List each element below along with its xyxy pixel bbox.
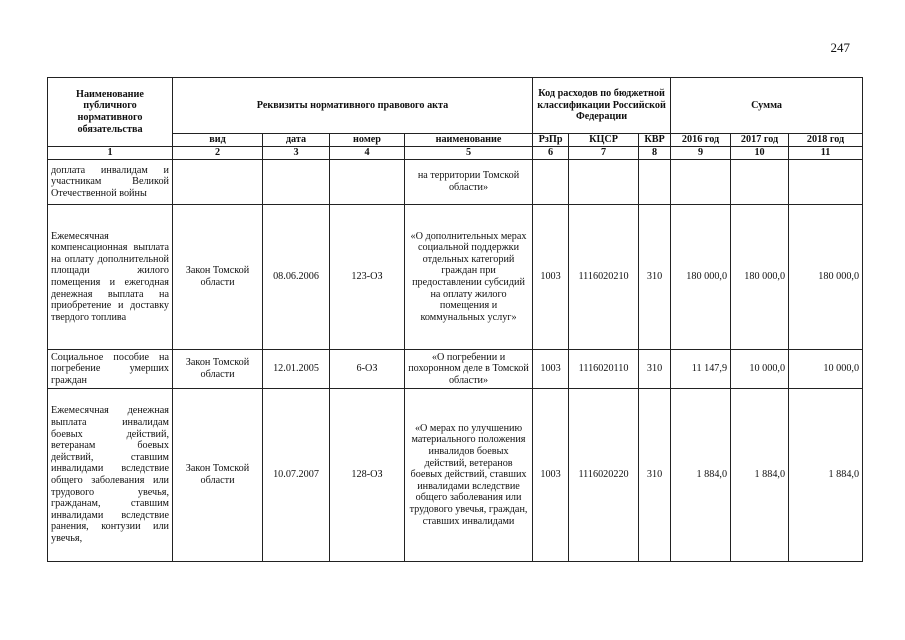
act-type-cell: Закон Томской области	[173, 350, 263, 389]
header-obligation-name: Наименование публичного нормативного обязательства	[48, 78, 173, 147]
act-title-cell: «О дополнительных мерах социальной поддержки отдельных категорий граждан при предоставлении субсидий на оплату жилого помещения и коммунальных услуг»	[405, 205, 533, 350]
sum-2018-cell: 10 000,0	[789, 350, 863, 389]
rzpr-cell: 1003	[533, 389, 569, 562]
sum-2016-cell: 1 884,0	[671, 389, 731, 562]
kvr-cell: 310	[639, 350, 671, 389]
obligations-table	[47, 77, 863, 562]
act-date-cell	[263, 160, 330, 205]
sum-2018-cell	[789, 160, 863, 205]
act-date-cell: 08.06.2006	[263, 205, 330, 350]
column-number: 2	[173, 147, 263, 160]
header-2018: 2018 год	[789, 134, 863, 147]
obligation-name-cell: доплата инвалидам и участникам Великой Отечественной войны	[48, 160, 173, 205]
column-number: 6	[533, 147, 569, 160]
act-date-cell: 10.07.2007	[263, 389, 330, 562]
sum-2017-cell	[731, 160, 789, 205]
header-act-details: Реквизиты нормативного правового акта	[173, 78, 533, 134]
act-date-cell: 12.01.2005	[263, 350, 330, 389]
sum-2016-cell: 11 147,9	[671, 350, 731, 389]
obligation-name-cell: Социальное пособие на погребение умерших граждан	[48, 350, 173, 389]
header-expense-code: Код расходов по бюджетной классификации Российской Федерации	[533, 78, 671, 134]
sum-2018-cell: 1 884,0	[789, 389, 863, 562]
act-number-cell: 6-ОЗ	[330, 350, 405, 389]
kvr-cell	[639, 160, 671, 205]
table-row	[48, 350, 863, 389]
header-title: наименование	[405, 134, 533, 147]
header-2016: 2016 год	[671, 134, 731, 147]
header-kvr: КВР	[639, 134, 671, 147]
header-date: дата	[263, 134, 330, 147]
act-number-cell: 128-ОЗ	[330, 389, 405, 562]
table-row	[48, 389, 863, 562]
act-number-cell	[330, 160, 405, 205]
act-number-cell: 123-ОЗ	[330, 205, 405, 350]
sum-2017-cell: 10 000,0	[731, 350, 789, 389]
header-rzpr: РзПр	[533, 134, 569, 147]
act-type-cell: Закон Томской области	[173, 205, 263, 350]
kcsr-cell	[569, 160, 639, 205]
column-number: 7	[569, 147, 639, 160]
kcsr-cell: 1116020210	[569, 205, 639, 350]
sum-2018-cell: 180 000,0	[789, 205, 863, 350]
act-type-cell	[173, 160, 263, 205]
obligation-name-cell: Ежемесячная денежная выплата инвалидам боевых действий, ветеранам боевых действий, ставшим инвалидами вследствие общего заболевания или трудового увечья, гражданам, ставшим инвалидами вследствие ранения, контузии или увечья,	[48, 389, 173, 562]
header-2017: 2017 год	[731, 134, 789, 147]
act-title-cell: «О погребении и похоронном деле в Томской области»	[405, 350, 533, 389]
column-number: 3	[263, 147, 330, 160]
column-number: 11	[789, 147, 863, 160]
kvr-cell: 310	[639, 389, 671, 562]
column-number: 4	[330, 147, 405, 160]
rzpr-cell: 1003	[533, 205, 569, 350]
header-kcsr: КЦСР	[569, 134, 639, 147]
table-row	[48, 160, 863, 205]
sum-2016-cell: 180 000,0	[671, 205, 731, 350]
sum-2017-cell: 180 000,0	[731, 205, 789, 350]
column-number: 8	[639, 147, 671, 160]
header-sum: Сумма	[671, 78, 863, 134]
rzpr-cell: 1003	[533, 350, 569, 389]
header-number: номер	[330, 134, 405, 147]
act-type-cell: Закон Томской области	[173, 389, 263, 562]
column-number: 5	[405, 147, 533, 160]
column-number-row	[48, 147, 863, 160]
kvr-cell: 310	[639, 205, 671, 350]
act-title-cell: на территории Томской области»	[405, 160, 533, 205]
table-row	[48, 205, 863, 350]
act-title-cell: «О мерах по улучшению материального положения инвалидов боевых действий, ветеранов боевых действий, ставших инвалидами вследствие общего заболевания или трудового увечья, граждан, ставших инвалидами	[405, 389, 533, 562]
sum-2016-cell	[671, 160, 731, 205]
kcsr-cell: 1116020220	[569, 389, 639, 562]
column-number: 1	[48, 147, 173, 160]
page-number: 247	[830, 40, 850, 55]
rzpr-cell	[533, 160, 569, 205]
kcsr-cell: 1116020110	[569, 350, 639, 389]
header-type: вид	[173, 134, 263, 147]
header-row	[48, 78, 863, 134]
sum-2017-cell: 1 884,0	[731, 389, 789, 562]
obligation-name-cell: Ежемесячная компенсационная выплата на оплату дополнительной площади жилого помещения и ежегодная денежная выплата на приобретение и доставку твердого топлива	[48, 205, 173, 350]
column-number: 10	[731, 147, 789, 160]
column-number: 9	[671, 147, 731, 160]
